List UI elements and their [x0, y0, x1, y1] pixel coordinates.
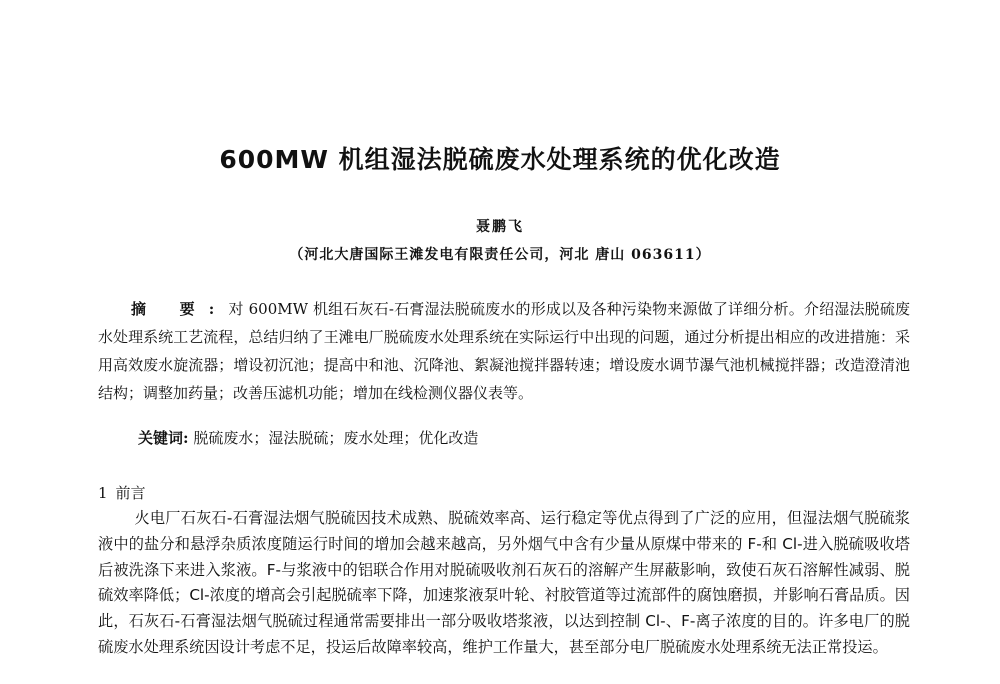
keywords-label: 关键词:	[138, 429, 189, 447]
abstract-paragraph	[98, 295, 910, 407]
section-heading	[98, 482, 146, 503]
author-name: 聂鹏飞	[476, 219, 524, 235]
keywords-text: 脱硫废水；湿法脱硫；废水处理；优化改造	[193, 429, 479, 447]
paper-title: 600MW 机组湿法脱硫废水处理系统的优化改造	[219, 145, 781, 174]
abstract-text: 对 600MW 机组石灰石-石膏湿法脱硫废水的形成以及各种污染物来源做了详细分析。介绍湿法脱硫废水处理系统工艺流程，总结归纳了王滩电厂脱硫废水处理系统在实际运行中出现的问题，通过分析提出相应的改进措施：采用高效废水旋流器；增设初沉池；提高中和池、沉降池、絮凝池搅拌器转速；增设废水调节瀑气池机械搅拌器；改造澄清池结构；调整加药量；改善压滤机功能；增加在线检测仪器仪表等。	[98, 300, 910, 402]
section-number: 1	[98, 484, 108, 502]
abstract-label: 摘 要:	[131, 300, 229, 318]
keywords-line	[138, 427, 478, 448]
body-paragraph: 火电厂石灰石-石膏湿法烟气脱硫因技术成熟、脱硫效率高、运行稳定等优点得到了广泛的应用，但湿法烟气脱硫浆液中的盐分和悬浮杂质浓度随运行时间的增加会越来越高，另外烟气中含有少量从原煤中带来的 F-和 Cl-进入脱硫吸收塔后被洗涤下来进入浆液。F-与浆液中的铝联合作用对脱硫吸收剂石灰石的溶解产生屏蔽影响，致使石灰石溶解性减弱、脱硫效率降低；Cl-浓度的增高会引起脱硫率下降，加速浆液泵叶轮、衬胶管道等过流部件的腐蚀磨损，并影响石膏品质。因此，石灰石-石膏湿法烟气脱硫过程通常需要排出一部分吸收塔浆液，以达到控制 Cl-、F-离子浓度的目的。许多电厂的脱硫废水处理系统因设计考虑不足，投运后故障率较高，维护工作量大，甚至部分电厂脱硫废水处理系统无法正常投运。	[98, 509, 910, 656]
section-title: 前言	[115, 484, 146, 502]
author-affiliation: （河北大唐国际王滩发电有限责任公司，河北 唐山 063611）	[289, 247, 711, 263]
